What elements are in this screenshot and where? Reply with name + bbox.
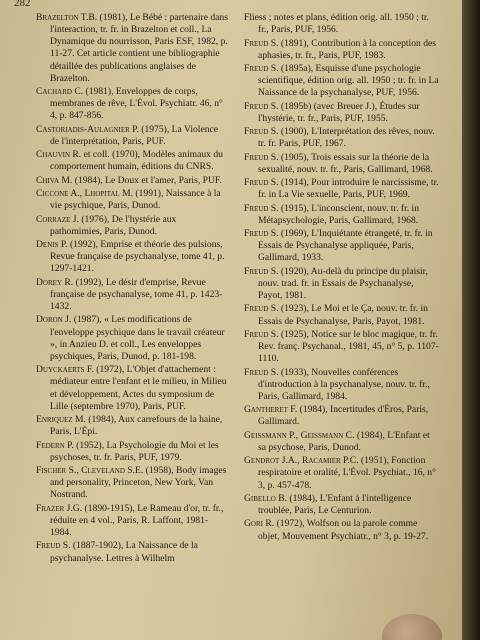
entry-author: Cachard C.	[36, 86, 84, 98]
entry-author: Enriquez M.	[36, 414, 86, 426]
entry-text: (1987), « Les modifications de l'enveloppe psychique dans le travail créateur », in Anzieu D. et coll., Les enveloppes psychiques, Paris, Dunod, p. 181-198.	[50, 314, 225, 362]
entry-text: (1981), Le Bébé : partenaire dans l'interaction, tr. fr. in Brazelton et coll., La Dynamique du nourrisson, Paris ESF, 1982, p. 11-27. Cet article contient une bibliographie détaillée des publications anglaises de Brazelton.	[50, 12, 228, 84]
bibliography-entry	[244, 329, 440, 365]
bibliography-entry	[244, 404, 440, 428]
entry-text: (1984), L'Enfant et sa psychose, Paris, Dunod.	[258, 429, 430, 453]
entry-author: Brazelton T.B.	[36, 12, 98, 23]
entry-author: Freud S.	[244, 63, 279, 74]
page-number: 282	[14, 0, 31, 9]
bibliography-entry	[36, 12, 228, 85]
entry-author: Corraze J.	[36, 213, 79, 225]
entry-text: (1992), Emprise et théorie des pulsions, Revue française de psychanalyse, tome 41, p. 1297-1421.	[50, 239, 225, 275]
page-edge-shadow	[462, 0, 480, 640]
entry-author: Gibello B.	[244, 492, 288, 504]
entry-author: Gori R.	[244, 518, 275, 530]
entry-author: Freud S.	[244, 177, 279, 189]
bibliography-entry	[244, 228, 440, 264]
entry-author: Freud S.	[244, 126, 279, 138]
bibliography-entry	[244, 266, 440, 302]
bibliography-entry	[244, 518, 440, 542]
entry-text: (1895b) (avec Breuer J.), Études sur l'hystérie, tr. fr., Paris, PUF, 1955.	[258, 100, 420, 124]
entry-author: Gendrot J.A., Racamier P.C.	[244, 455, 359, 467]
bibliography-entry	[36, 277, 228, 313]
bibliography-entry	[244, 152, 440, 176]
entry-author: Castoriadis-Aulagnier P.	[36, 123, 139, 135]
thumb	[382, 614, 442, 640]
bibliography-entry	[36, 214, 228, 238]
entry-text: (1958), Body images and personality, Princeton, New York, Van Nostrand.	[50, 465, 227, 501]
bibliography-entry	[36, 124, 228, 148]
entry-text: (1976), De l'hystérie aux pathomimies, Paris, Dunod.	[50, 213, 177, 237]
entry-text: (1923), Le Moi et le Ça, nouv. tr. fr. in Essais de Psychanalyse, Paris, Payot, 1981.	[258, 303, 428, 327]
bibliography-entry	[36, 239, 228, 275]
entry-author: Freud S.	[244, 366, 279, 378]
entry-author: Ciccone A., Lhopital M.	[36, 188, 134, 200]
bibliography-entry	[244, 126, 440, 150]
entry-text: (1933), Nouvelles conférences d'introduction à la psychanalyse, nouv. tr. fr., Paris, Gallimard, 1984.	[258, 366, 430, 402]
entry-author: Freud S.	[244, 303, 279, 315]
bibliography-entry	[36, 86, 228, 122]
entry-text: (1972), Wolfson ou la parole comme objet, Mouvement Psychiatr., n° 3, p. 19-27.	[258, 518, 429, 542]
bibliography-entry	[36, 364, 228, 413]
entry-author: Frazer J.G.	[36, 502, 83, 514]
bibliography-entry	[244, 455, 440, 491]
bibliography-entry	[36, 314, 228, 363]
entry-text: (1900), L'Interprétation des rêves, nouv. tr. fr. Paris, PUF, 1967.	[258, 126, 435, 150]
entry-text: (1984), Le Doux et l'amer, Paris, PUF.	[72, 174, 222, 186]
bibliography-entry	[244, 303, 440, 327]
entry-author: Gantheret F.	[244, 404, 298, 416]
entry-author: Duyckaerts F.	[36, 364, 94, 376]
bibliography-entry	[36, 540, 228, 564]
entry-author: Federn P.	[36, 439, 74, 451]
entry-author: Chiva M.	[36, 174, 73, 186]
entry-text: (1972), L'Objet d'attachement : médiateur entre l'enfant et le milieu, in Milieu et développement, Actes du symposium de Lille (septembre 1970), Paris, PUF.	[50, 364, 227, 412]
entry-text: (1981), Enveloppes de corps, membranes de rêve, L'Évol. Psychiatr. 46, n° 4, p. 847-856.	[50, 86, 223, 122]
bibliography-entry	[36, 188, 228, 212]
bibliography-entry	[244, 63, 440, 99]
bibliography-entry	[244, 12, 440, 36]
entry-text: (1984), Incertitudes d'Éros, Paris, Gallimard.	[258, 404, 429, 428]
bibliography-left-column	[36, 12, 228, 566]
bibliography-entry	[244, 38, 440, 62]
bibliography-entry	[36, 503, 228, 539]
entry-author: Denis P.	[36, 239, 68, 251]
bibliography-entry	[36, 440, 228, 464]
entry-text: (1975), La Violence de l'interprétation, Paris, PUF.	[50, 123, 219, 147]
entry-text: (1952), La Psychologie du Moi et les psychoses, tr. fr. Paris, PUF, 1979.	[50, 439, 219, 463]
entry-text: (1890-1915), Le Rameau d'or, tr. fr., réduite en 4 vol., Paris, R. Laffont, 1981-1984.	[50, 502, 224, 539]
entry-text: (1969), L'Inquiétante étrangeté, tr. fr. in Essais de Psychanalyse appliquée, Paris, Gallimard, 1933.	[258, 228, 433, 264]
bibliography-entry	[36, 149, 228, 173]
entry-text: (1915), L'inconscient, nouv. tr. fr. in Métapsychologie, Paris, Gallimard, 1968.	[258, 202, 419, 226]
entry-author: Freud S.	[244, 37, 279, 49]
entry-author: Chauvin R.	[36, 149, 82, 161]
entry-text: (1925), Notice sur le bloc magique, tr. fr. Rev. franç. Psychanal., 1981, 45, n° 5, p. 1107-1110.	[258, 328, 439, 365]
entry-author: Freud S.	[244, 228, 279, 240]
entry-author: Freud S.	[244, 265, 279, 277]
entry-author: Freud S.	[36, 540, 71, 552]
entry-text: Fliess ; notes et plans, édition orig. all. 1950 ; tr. fr., Paris, PUF, 1956.	[244, 12, 429, 36]
entry-text: (1914), Pour introduire le narcissisme, tr. fr. in La Vie sexuelle, Paris, PUF, 1969.	[258, 177, 439, 201]
entry-text: (1920), Au-delà du principe du plaisir, nouv. trad. fr. in Essais de Psychanalyse, Payot, 1981.	[258, 265, 428, 302]
entry-text: (1891), Contribution à la conception des aphasies, tr. fr., Paris, PUF, 1983.	[258, 37, 436, 61]
entry-text: (1984), L'Enfant à l'intelligence troublée, Paris, Le Centurion.	[258, 492, 412, 517]
entry-text: (1991), Naissance à la vie psychique, Paris, Dunod.	[50, 188, 221, 212]
entry-author: Freud S.	[244, 151, 279, 163]
bibliography-right-column	[244, 12, 440, 544]
bibliography-entry	[244, 367, 440, 403]
entry-author: Dorey R.	[36, 276, 74, 288]
entry-text: (1895a), Esquisse d'une psychologie scientifique, édition orig. all. 1950 ; tr. fr. in La Naissance de la psychanalyse, PUF, 1956.	[258, 63, 439, 99]
bibliography-entry	[244, 493, 440, 517]
bibliography-entry	[36, 465, 228, 501]
entry-author: Freud S.	[244, 100, 279, 112]
entry-text: (1984), Aux carrefours de la haine, Paris, L'Épi.	[50, 414, 223, 438]
bibliography-entry	[36, 175, 228, 187]
bibliography-entry	[244, 203, 440, 227]
bibliography-entry	[36, 414, 228, 438]
bibliography-entry	[244, 101, 440, 125]
entry-author: Fischer S., Cleveland S.E.	[36, 465, 144, 477]
entry-text: (1992), Le désir d'emprise, Revue française de psychanalyse, tome 41, p. 1423-1432.	[50, 276, 223, 313]
bibliography-entry	[244, 430, 440, 454]
entry-author: Freud S.	[244, 202, 279, 214]
entry-author: Freud S.	[244, 328, 279, 340]
entry-text: (1887-1902), La Naissance de la psychanalyse. Lettres à Wilhelm	[50, 540, 198, 564]
entry-text: et coll. (1970), Modèles animaux du comportement humain, éditions du CNRS.	[50, 149, 223, 173]
entry-text: (1951), Fonction respiratoire et oralité, L'Évol. Psychiat., 16, n° 3, p. 457-478.	[258, 455, 436, 491]
entry-text: (1905), Trois essais sur la théorie de la sexualité, nouv. tr. fr., Paris, Gallimard, 1968.	[258, 151, 433, 175]
entry-author: Doron J.	[36, 314, 72, 326]
bibliography-entry	[244, 177, 440, 201]
entry-author: Geissmann P., Geissmann C.	[244, 429, 355, 441]
